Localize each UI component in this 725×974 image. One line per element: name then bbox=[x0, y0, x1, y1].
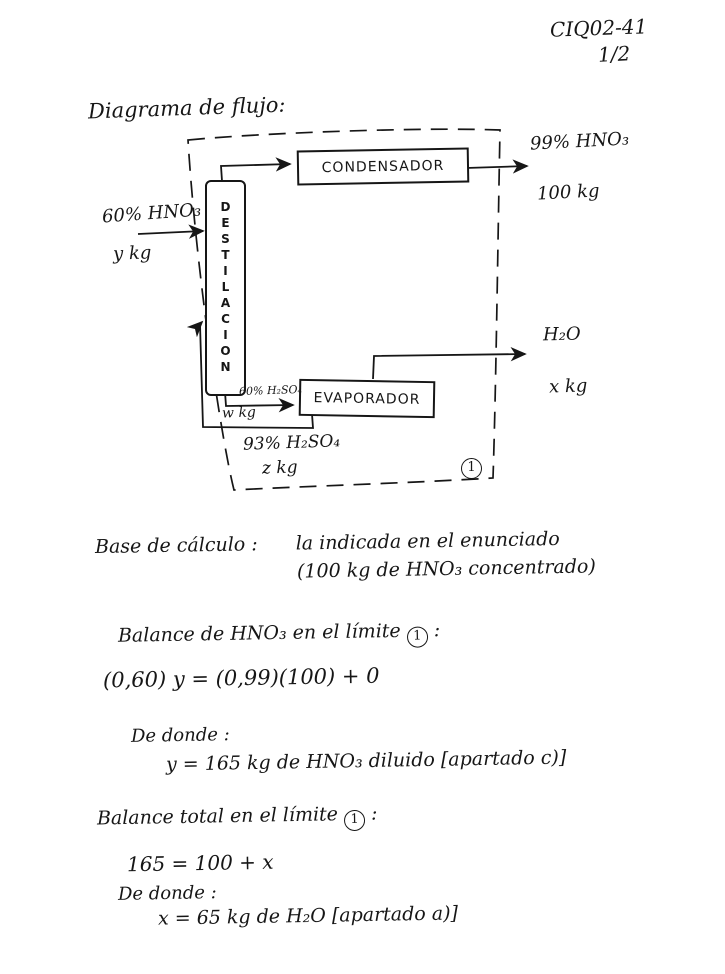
condenser-label: CONDENSADOR bbox=[321, 157, 445, 176]
dedonde-2: De donde : bbox=[117, 882, 217, 905]
basis-intro: Base de cálculo : bbox=[94, 533, 258, 559]
evaporator-label: EVAPORADOR bbox=[313, 389, 421, 408]
boundary-marker-inline: 1 bbox=[407, 626, 428, 647]
total-balance-heading bbox=[97, 803, 378, 836]
hno3-balance-equation: (0,60) y = (0,99)(100) + 0 bbox=[102, 663, 380, 693]
total-balance-text: Balance total en el límite bbox=[96, 803, 339, 830]
distillation-unit-box bbox=[205, 180, 246, 396]
product-stream-label: 99% HNO₃ bbox=[529, 128, 630, 155]
recycle-stream-label: 93% H₂SO₄ bbox=[242, 431, 341, 455]
condenser-outlet-line bbox=[466, 166, 527, 168]
result-x: x = 65 kg de H₂O [apartado a)] bbox=[157, 902, 459, 930]
basis-parenthetical: (100 kg de HNO₃ concentrado) bbox=[296, 555, 596, 583]
bottoms-stream-amount: w kg bbox=[221, 404, 257, 422]
feed-stream-label: 60% HNO₃ bbox=[101, 199, 202, 228]
boundary-marker-badge: 1 bbox=[461, 458, 482, 479]
feed-stream-line bbox=[138, 231, 203, 234]
water-stream-amount: x kg bbox=[548, 375, 588, 398]
distillation-label: DESTILACION bbox=[218, 200, 233, 376]
feed-stream-amount: y kg bbox=[112, 242, 152, 265]
boundary-marker-inline-2: 1 bbox=[344, 810, 365, 831]
document-code: CIQ02-41 bbox=[549, 14, 648, 42]
condenser-unit-box bbox=[297, 148, 470, 186]
basis-line bbox=[95, 528, 560, 558]
diagram-title: Diagrama de flujo: bbox=[87, 92, 286, 124]
evaporator-unit-box bbox=[299, 379, 436, 418]
total-balance-colon: : bbox=[370, 802, 378, 825]
hno3-balance-colon: : bbox=[433, 619, 441, 642]
evaporator-water-line bbox=[373, 354, 525, 379]
product-stream-amount: 100 kg bbox=[536, 180, 601, 205]
total-balance-equation: 165 = 100 + x bbox=[126, 849, 274, 877]
page-number: 1/2 bbox=[597, 41, 631, 67]
vapor-to-condenser-line bbox=[221, 164, 290, 181]
hno3-balance-text: Balance de HNO₃ en el límite bbox=[117, 619, 401, 647]
basis-text: la indicada en el enunciado bbox=[295, 527, 560, 555]
recycle-stream-amount: z kg bbox=[261, 457, 298, 479]
hno3-balance-heading bbox=[118, 619, 441, 653]
bottoms-stream-label: 60% H₂SO₄ bbox=[238, 382, 303, 399]
water-stream-label: H₂O bbox=[542, 323, 581, 346]
dedonde-1: De donde : bbox=[130, 724, 230, 747]
result-y: y = 165 kg de HNO₃ diluido [apartado c)] bbox=[165, 746, 567, 776]
